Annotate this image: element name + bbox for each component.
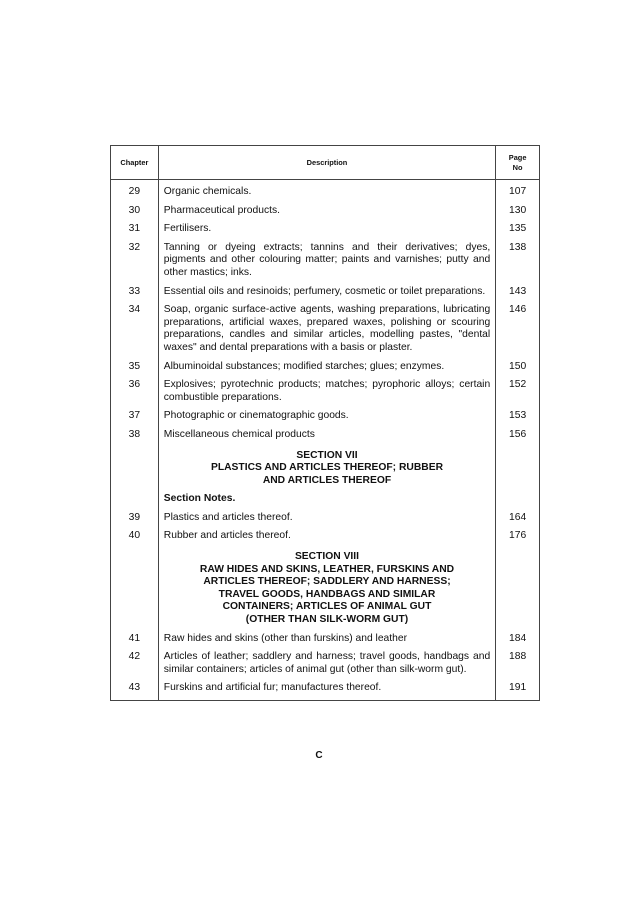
table-row: [111, 511, 540, 530]
chapter-number: 42: [111, 650, 159, 681]
chapter-number: 40: [111, 529, 159, 548]
chapter-description: Miscellaneous chemical products: [158, 428, 495, 447]
section-viii-heading: [158, 548, 495, 632]
chapter-number: 31: [111, 222, 159, 241]
section-heading-line: TRAVEL GOODS, HANDBAGS AND SIMILAR: [218, 588, 436, 600]
contents-table: [110, 145, 540, 701]
table-row: [111, 529, 540, 548]
page-number: 130: [496, 204, 540, 223]
chapter-number: 32: [111, 241, 159, 285]
table-row: [111, 285, 540, 304]
chapter-description: Albuminoidal substances; modified starches; glues; enzymes.: [158, 360, 495, 379]
page-number: 184: [496, 632, 540, 651]
chapter-description: Plastics and articles thereof.: [158, 511, 495, 530]
section-vii-heading: [158, 447, 495, 493]
chapter-description: Rubber and articles thereof.: [158, 529, 495, 548]
chapter-description: Photographic or cinematographic goods.: [158, 409, 495, 428]
table-header-row: [111, 146, 540, 180]
chapter-description: Explosives; pyrotechnic products; matches; pyrophoric alloys; certain combustible preparations.: [158, 378, 495, 409]
table-row: [111, 303, 540, 359]
chapter-number: 37: [111, 409, 159, 428]
chapter-number: 38: [111, 428, 159, 447]
chapter-column-header: Chapter: [111, 146, 159, 180]
page-number: 138: [496, 241, 540, 285]
page-number: 135: [496, 222, 540, 241]
section-heading-line: (OTHER THAN SILK-WORM GUT): [245, 614, 409, 626]
chapter-number: 43: [111, 681, 159, 700]
chapter-number: 34: [111, 303, 159, 359]
chapter-description: Soap, organic surface-active agents, washing preparations, lubricating preparations, artificial waxes, prepared waxes, polishing or scouring preparations, candles and similar articles, modelling pastes, "dental waxes" and dental preparations with a basis or plaster.: [158, 303, 495, 359]
section-heading-line: SECTION VIII: [294, 551, 360, 563]
page-number: 153: [496, 409, 540, 428]
page-number: 143: [496, 285, 540, 304]
page-number: 146: [496, 303, 540, 359]
chapter-number: 36: [111, 378, 159, 409]
page-number: 156: [496, 428, 540, 447]
chapter-description: Raw hides and skins (other than furskins) and leather: [158, 632, 495, 651]
page-number: 107: [496, 180, 540, 204]
section-heading-line: AND ARTICLES THEREOF: [262, 474, 392, 486]
section-heading-line: CONTAINERS; ARTICLES OF ANIMAL GUT: [222, 601, 432, 613]
table-row: [111, 632, 540, 651]
chapter-number: 41: [111, 632, 159, 651]
chapter-number: 33: [111, 285, 159, 304]
table-row: [111, 180, 540, 204]
table-row: [111, 241, 540, 285]
table-row: [111, 222, 540, 241]
chapter-description: Furskins and artificial fur; manufactures thereof.: [158, 681, 495, 700]
chapter-description: Fertilisers.: [158, 222, 495, 241]
page-letter: C: [315, 750, 323, 761]
table-row: [111, 204, 540, 223]
chapter-number: 30: [111, 204, 159, 223]
section-heading-line: RAW HIDES AND SKINS, LEATHER, FURSKINS AND: [199, 563, 455, 575]
page-header-line2: No: [512, 162, 523, 172]
page-number: 176: [496, 529, 540, 548]
page-column-header: [496, 146, 540, 180]
section-heading-line: SECTION VII: [296, 449, 358, 461]
description-column-header: Description: [158, 146, 495, 180]
chapter-description: Pharmaceutical products.: [158, 204, 495, 223]
page-number: 152: [496, 378, 540, 409]
chapter-description: Articles of leather; saddlery and harness; travel goods, handbags and similar containers; articles of animal gut (other than silk-worm gut).: [158, 650, 495, 681]
section-notes-row: [111, 492, 540, 511]
page-number: 150: [496, 360, 540, 379]
chapter-description: Organic chemicals.: [158, 180, 495, 204]
section-heading-line: PLASTICS AND ARTICLES THEREOF; RUBBER: [210, 462, 444, 474]
section-heading-row: [111, 548, 540, 632]
chapter-description: Tanning or dyeing extracts; tannins and their derivatives; dyes, pigments and other colouring matter; paints and varnishes; putty and other mastics; inks.: [158, 241, 495, 285]
page-number: 188: [496, 650, 540, 681]
page-header-line1: Page: [508, 153, 527, 162]
chapter-number: 35: [111, 360, 159, 379]
chapter-number: 29: [111, 180, 159, 204]
table-row: [111, 378, 540, 409]
chapter-number: 39: [111, 511, 159, 530]
page-number: 191: [496, 681, 540, 700]
section-heading-row: [111, 447, 540, 493]
table-row: [111, 360, 540, 379]
section-notes-label: Section Notes.: [158, 492, 495, 511]
table-row: [111, 428, 540, 447]
table-row: [111, 409, 540, 428]
page-number: 164: [496, 511, 540, 530]
table-row: [111, 650, 540, 681]
chapter-description: Essential oils and resinoids; perfumery, cosmetic or toilet preparations.: [158, 285, 495, 304]
section-heading-line: ARTICLES THEREOF; SADDLERY AND HARNESS;: [203, 576, 451, 588]
table-row: [111, 681, 540, 700]
